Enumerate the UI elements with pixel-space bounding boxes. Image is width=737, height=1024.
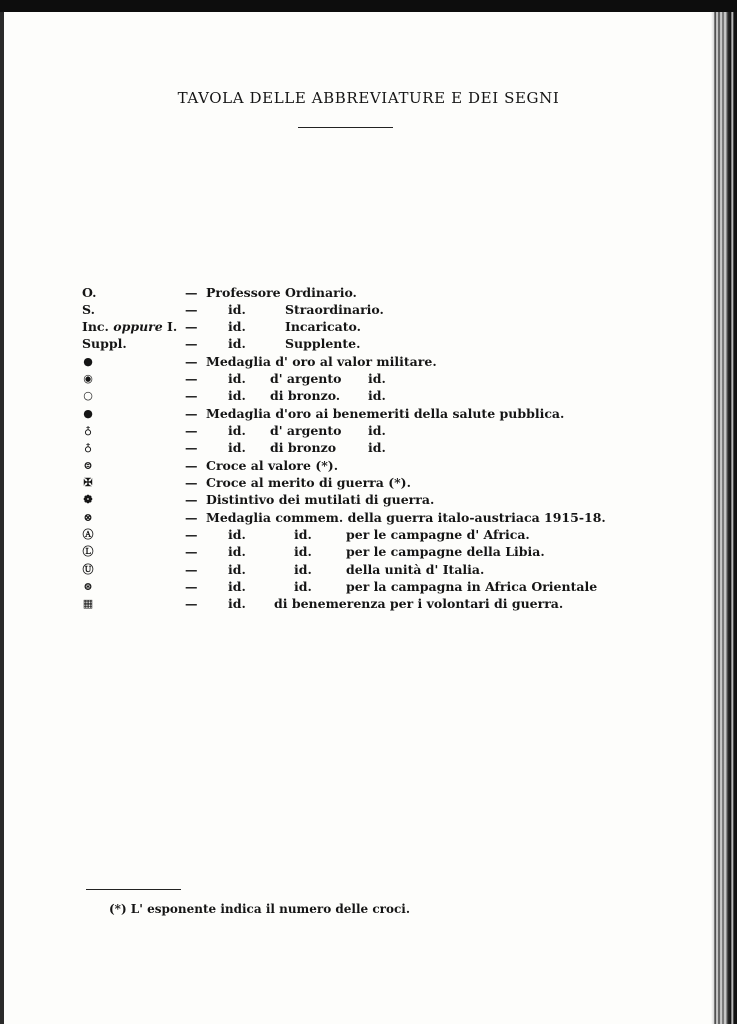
- meaning: di benemerenza per i volontari di guerra.: [274, 596, 564, 611]
- dash: —: [185, 596, 198, 611]
- footnote: (*) L' esponente indica il numero delle croci.: [109, 902, 411, 916]
- dash: —: [185, 285, 198, 300]
- dash: —: [185, 302, 198, 317]
- page-title: TAVOLA DELLE ABBREVIATURE E DEI SEGNI: [177, 89, 560, 107]
- ditto: id.: [228, 423, 246, 438]
- meaning: Medaglia d' oro al valor militare.: [206, 354, 437, 369]
- dash: —: [185, 336, 198, 351]
- africa-campaign-medal-icon: Ⓐ: [82, 528, 94, 541]
- abbreviation: O.: [82, 285, 97, 300]
- ditto: id.: [368, 440, 386, 455]
- dash: —: [185, 475, 198, 490]
- meaning: per la campagna in Africa Orientale: [346, 579, 598, 594]
- dash: —: [185, 510, 198, 525]
- dash: —: [185, 354, 198, 369]
- footnote-rule: [86, 889, 181, 890]
- meaning: Professore Ordinario.: [206, 285, 357, 300]
- dash: —: [185, 579, 198, 594]
- scan-right-edge: [711, 12, 737, 1024]
- ditto: id.: [228, 527, 246, 542]
- cross-of-valor-icon: ⊜: [83, 459, 93, 472]
- war-disabled-badge-icon: ❁: [83, 493, 93, 506]
- libya-campaign-medal-icon: Ⓛ: [82, 545, 94, 558]
- meaning: per le campagne della Libia.: [346, 544, 545, 559]
- public-health-silver-medal-icon: ♁: [83, 424, 93, 437]
- abbreviation: S.: [82, 302, 95, 317]
- dash: —: [185, 406, 198, 421]
- dash: —: [185, 527, 198, 542]
- dash: —: [185, 319, 198, 334]
- meaning: per le campagne d' Africa.: [346, 527, 530, 542]
- meaning: Croce al merito di guerra (*).: [206, 475, 411, 490]
- bronze-medal-icon: ○: [83, 389, 93, 402]
- ditto: id.: [368, 371, 386, 386]
- dash: —: [185, 458, 198, 473]
- meaning: d' argento: [270, 371, 342, 386]
- gold-medal-icon: ●: [83, 355, 93, 368]
- italian-unity-medal-icon: Ⓤ: [82, 563, 94, 576]
- ditto: id.: [228, 388, 246, 403]
- meaning: Croce al valore (*).: [206, 458, 339, 473]
- volunteer-merit-medal-icon: ▦: [82, 597, 94, 610]
- dash: —: [185, 371, 198, 386]
- ditto: id.: [294, 544, 312, 559]
- title-underline: [298, 127, 393, 128]
- abbreviation: Inc. oppure I.: [82, 319, 178, 334]
- ditto: id.: [228, 302, 246, 317]
- dash: —: [185, 562, 198, 577]
- meaning: Distintivo dei mutilati di guerra.: [206, 492, 435, 507]
- dash: —: [185, 440, 198, 455]
- meaning: della unità d' Italia.: [346, 562, 485, 577]
- ditto: id.: [228, 371, 246, 386]
- scan-left-edge: [0, 12, 4, 1024]
- italo-austrian-war-medal-icon: ⊗: [83, 511, 93, 524]
- ditto: id.: [228, 544, 246, 559]
- ditto: id.: [228, 596, 246, 611]
- abbreviation: Suppl.: [82, 336, 127, 351]
- ditto: id.: [228, 579, 246, 594]
- ditto: id.: [228, 319, 246, 334]
- silver-medal-icon: ◉: [83, 372, 93, 385]
- meaning: Medaglia d'oro ai benemeriti della salute pubblica.: [206, 406, 565, 421]
- meaning: di bronzo.: [270, 388, 341, 403]
- ditto: id.: [368, 423, 386, 438]
- meaning: Supplente.: [285, 336, 361, 351]
- dash: —: [185, 388, 198, 403]
- ditto: id.: [294, 579, 312, 594]
- scan-top-edge: [0, 0, 737, 12]
- dash: —: [185, 423, 198, 438]
- ditto: id.: [294, 562, 312, 577]
- ditto: id.: [228, 562, 246, 577]
- ditto: id.: [294, 527, 312, 542]
- east-africa-campaign-medal-icon: ⊛: [83, 580, 93, 593]
- war-merit-cross-icon: ✠: [83, 476, 93, 489]
- meaning: Straordinario.: [285, 302, 384, 317]
- meaning: Incaricato.: [285, 319, 361, 334]
- meaning: d' argento: [270, 423, 342, 438]
- ditto: id.: [228, 440, 246, 455]
- public-health-gold-medal-icon: ●: [83, 407, 93, 420]
- public-health-bronze-medal-icon: ♁: [83, 441, 93, 454]
- ditto: id.: [228, 336, 246, 351]
- dash: —: [185, 492, 198, 507]
- dash: —: [185, 544, 198, 559]
- meaning: Medaglia commem. della guerra italo-austriaca 1915-18.: [206, 510, 606, 525]
- ditto: id.: [368, 388, 386, 403]
- meaning: di bronzo: [270, 440, 337, 455]
